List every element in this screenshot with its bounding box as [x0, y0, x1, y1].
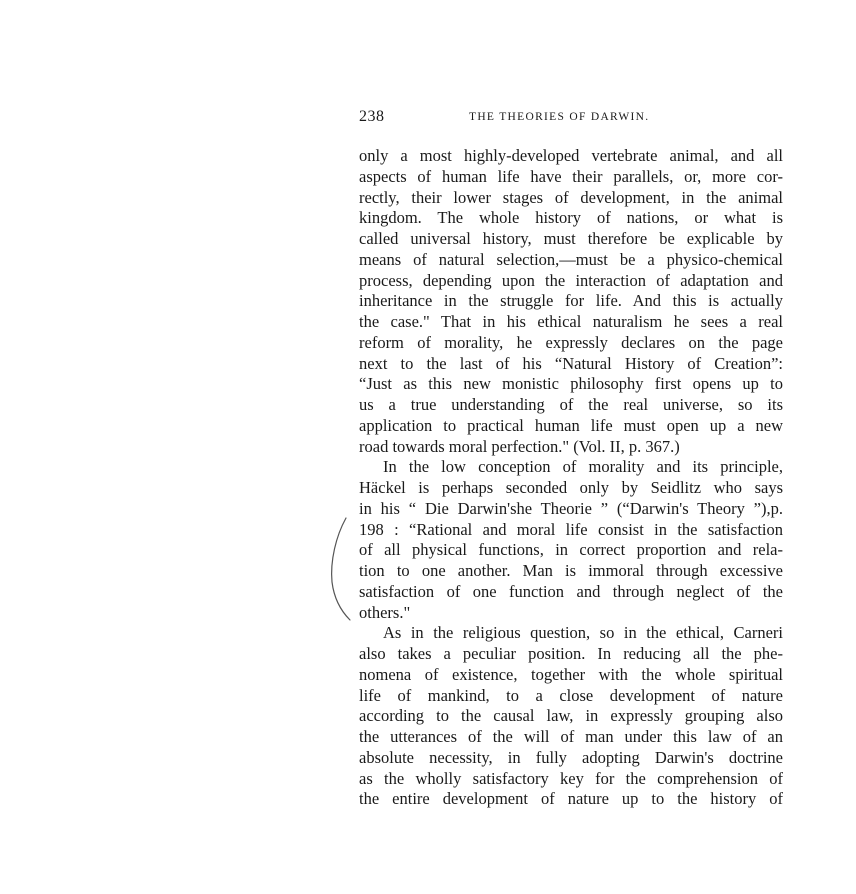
text-line: the utterances of the will of man under this law of an [359, 727, 783, 746]
text-line: 198 : “Rational and moral life consist in the satisfaction [359, 519, 783, 539]
text-line: aspects of human life have their parallels, or, more cor- [359, 166, 783, 186]
text-line: application to practical human life must open up a new [359, 415, 783, 435]
text-line: also takes a peculiar position. In reducing all the phe- [359, 644, 783, 663]
text-line: means of natural selection,—must be a physico-chemical [359, 249, 783, 269]
text-line: kingdom. The whole history of nations, or what is [359, 208, 783, 228]
text-line: the case." That in his ethical naturalism he sees a real [359, 312, 783, 331]
text-line: Häckel is perhaps seconded only by Seidlitz who says [359, 478, 783, 497]
text-line: us a true understanding of the real universe, so its [359, 395, 783, 414]
text-line: As in the religious question, so in the ethical, Carneri [383, 623, 783, 643]
body-text [359, 146, 783, 810]
text-line: nomena of existence, together with the whole spiritual [359, 664, 783, 684]
text-line: called universal history, must therefore be explicable by [359, 229, 783, 248]
text-line: life of mankind, to a close development of nature [359, 685, 783, 705]
text-line: In the low conception of morality and its principle, [383, 457, 783, 477]
text-line: inheritance in the struggle for life. And this is actually [359, 291, 783, 311]
text-line: road towards moral perfection." (Vol. II, p. 367.) [359, 436, 680, 456]
text-line: process, depending upon the interaction of adaptation and [359, 270, 783, 290]
text-line: in his “ Die Darwin'she Theorie ” (“Darwin's Theory ”),p. [359, 498, 783, 518]
text-line: rectly, their lower stages of development, in the animal [359, 187, 783, 207]
running-title: THE THEORIES OF DARWIN. [469, 111, 650, 123]
text-line: as the wholly satisfactory key for the comprehension of [359, 768, 783, 788]
text-line: satisfaction of one function and through neglect of the [359, 581, 783, 601]
text-line: reform of morality, he expressly declares on the page [359, 332, 783, 352]
text-line: others." [359, 602, 411, 622]
margin-bracket-mark [324, 516, 354, 622]
text-line: of all physical functions, in correct proportion and rela- [359, 540, 783, 560]
text-line: “Just as this new monistic philosophy first opens up to [359, 374, 783, 394]
text-line: the entire development of nature up to the history of [359, 789, 783, 809]
page-header [359, 108, 783, 130]
text-line: absolute necessity, in fully adopting Darwin's doctrine [359, 747, 783, 767]
text-line: tion to one another. Man is immoral through excessive [359, 561, 783, 580]
text-line: next to the last of his “Natural History of Creation”: [359, 353, 783, 373]
text-line: only a most highly-developed vertebrate animal, and all [359, 146, 783, 165]
page-number: 238 [359, 108, 385, 125]
text-line: according to the causal law, in expressly grouping also [359, 706, 783, 726]
